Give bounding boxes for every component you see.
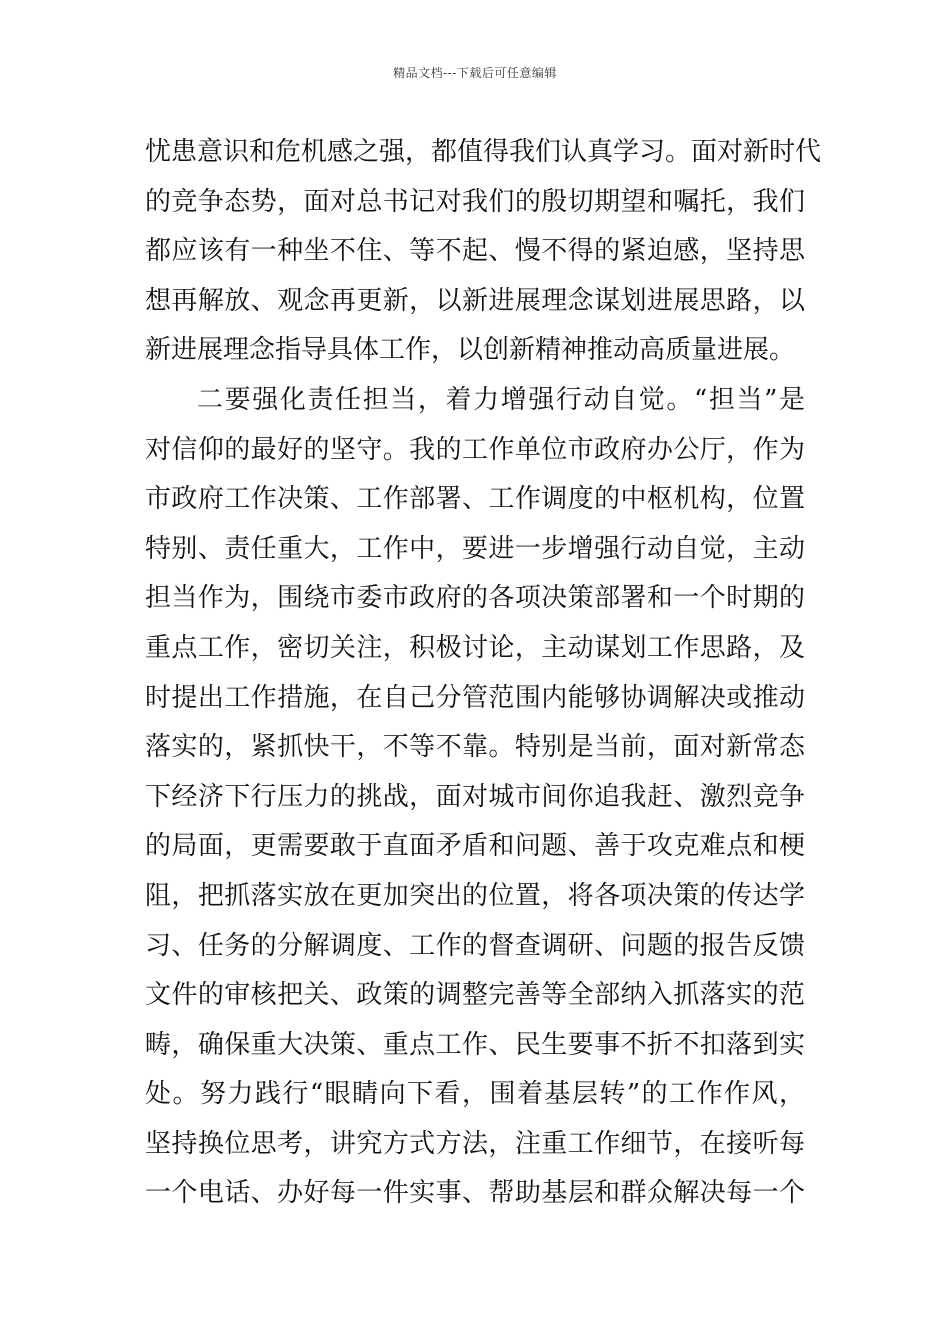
text-line: 畴，确保重大决策、重点工作、民生要事不折不扣落到实 <box>145 1029 805 1060</box>
text-line: 习、任务的分解调度、工作的督查调研、问题的报告反馈 <box>145 930 805 961</box>
text-line: 处。努力践行“眼睛向下看，围着基层转”的工作作风， <box>145 1079 805 1110</box>
text-line: 下经济下行压力的挑战，面对城市间你追我赶、激烈竞争 <box>145 781 805 812</box>
text-line: 文件的审核把关、政策的调整完善等全部纳入抓落实的范 <box>145 980 805 1011</box>
text-line: 想再解放、观念再更新，以新进展理念谋划进展思路，以 <box>145 285 805 316</box>
text-line: 阻，把抓落实放在更加突出的位置，将各项决策的传达学 <box>145 880 805 911</box>
text-line: 时提出工作措施，在自己分管范围内能够协调解决或推动 <box>145 682 805 713</box>
text-line: 重点工作，密切关注，积极讨论，主动谋划工作思路，及 <box>145 632 805 663</box>
text-line: 二要强化责任担当，着力增强行动自觉。“担当”是 <box>197 384 805 415</box>
text-line: 忧患意识和危机感之强，都值得我们认真学习。面对新时代 <box>145 137 822 167</box>
paragraph-2 <box>145 376 805 1219</box>
page-header: 精品文档---下载后可任意编辑 <box>393 66 557 80</box>
document-body <box>145 128 822 1219</box>
text-line: 都应该有一种坐不住、等不起、慢不得的紧迫感，坚持思 <box>145 236 805 267</box>
paragraph-1 <box>145 128 822 376</box>
text-line: 市政府工作决策、工作部署、工作调度的中枢机构，位置 <box>145 484 805 515</box>
text-line: 新进展理念指导具体工作，以创新精神推动高质量进展。 <box>145 335 796 366</box>
text-line: 落实的，紧抓快干，不等不靠。特别是当前，面对新常态 <box>145 732 805 763</box>
text-line: 对信仰的最好的坚守。我的工作单位市政府办公厅，作为 <box>145 434 805 465</box>
text-line: 一个电话、办好每一件实事、帮助基层和群众解决每一个 <box>145 1178 805 1209</box>
text-line: 的竞争态势，面对总书记对我们的殷切期望和嘱托，我们 <box>145 186 805 217</box>
text-line: 担当作为，围绕市委市政府的各项决策部署和一个时期的 <box>145 583 805 614</box>
text-line: 坚持换位思考，讲究方式方法，注重工作细节，在接听每 <box>145 1128 805 1159</box>
text-line: 的局面，更需要敢于直面矛盾和问题、善于攻克难点和梗 <box>145 831 805 862</box>
text-line: 特别、责任重大，工作中，要进一步增强行动自觉，主动 <box>145 533 805 564</box>
